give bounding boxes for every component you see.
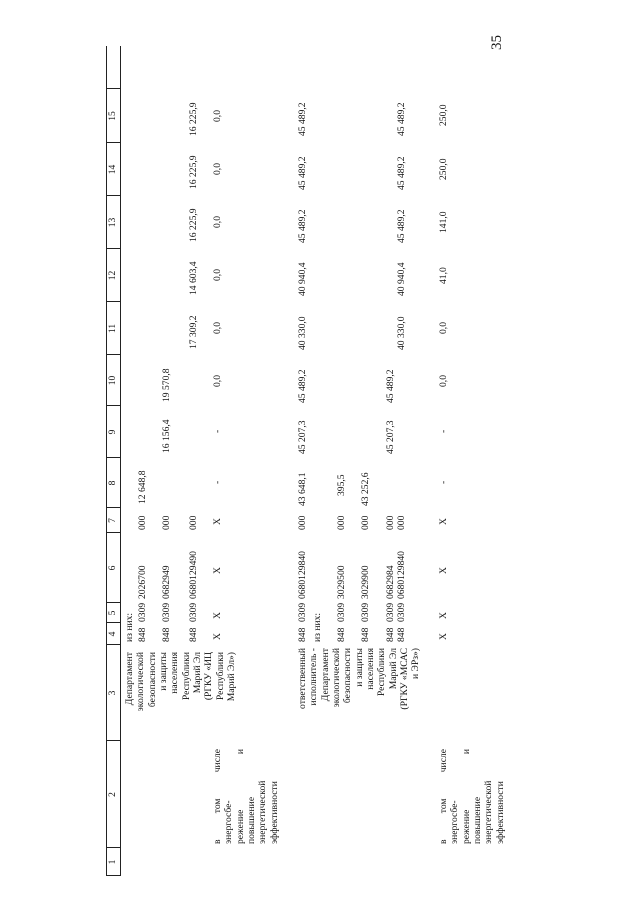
text-line: Марий Эл xyxy=(387,648,399,690)
expense-code: 000 xyxy=(396,515,407,530)
admin-code: 848 xyxy=(161,627,172,642)
text-word: в xyxy=(212,839,223,844)
value-cell: - xyxy=(438,429,449,433)
value-cell: 14 603,4 xyxy=(188,261,199,295)
responsible-department xyxy=(124,652,237,740)
text-line: Департамент xyxy=(124,652,135,706)
column-header: 15 xyxy=(108,111,118,121)
text-line: Республики xyxy=(376,648,388,697)
target-code: 0682949 xyxy=(161,565,172,599)
column-header: 3 xyxy=(108,690,118,696)
text-line: населения xyxy=(364,648,376,690)
value-cell: 0,0 xyxy=(212,375,223,387)
column-header: 4 xyxy=(108,631,118,637)
section-code: 0309 xyxy=(161,602,172,622)
text-line: энергосбе- xyxy=(223,800,235,844)
text-line: Республики xyxy=(180,652,192,701)
from-them-label: из них: xyxy=(124,612,135,642)
value-cell: 43 252,6 xyxy=(360,472,371,506)
target-code: 0680129840 xyxy=(396,551,407,599)
text-word: числе xyxy=(438,749,449,773)
text-line: (РГКУ «МСАС xyxy=(398,648,410,710)
text-word: том xyxy=(438,798,449,814)
value-cell: 45 489,2 xyxy=(297,102,308,136)
x-mark: X xyxy=(212,612,223,619)
section-code: 0309 xyxy=(360,602,371,622)
section-code: 0309 xyxy=(336,602,347,622)
value-cell: 0,0 xyxy=(212,322,223,334)
text-word: и xyxy=(460,749,472,755)
text-word: и xyxy=(234,749,246,755)
text-line: исполнитель - xyxy=(308,648,320,706)
target-code: 0680129490 xyxy=(188,551,199,599)
x-mark: X xyxy=(212,567,223,574)
value-cell: 0,0 xyxy=(212,110,223,122)
section-code: 0309 xyxy=(137,602,148,622)
value-cell: 45 489,2 xyxy=(385,369,396,403)
target-code: 3029500 xyxy=(336,565,347,599)
expense-code: 000 xyxy=(336,515,347,530)
value-cell: 40 940,4 xyxy=(396,262,407,296)
section-code: 0309 xyxy=(297,602,308,622)
text-word: том xyxy=(212,798,223,814)
from-them-label: из них: xyxy=(312,612,323,642)
admin-code: 848 xyxy=(188,627,199,642)
target-code: 3029900 xyxy=(360,565,371,599)
value-cell: 17 309,2 xyxy=(188,315,199,349)
expense-code: 000 xyxy=(360,515,371,530)
text-line: энергетической xyxy=(483,780,495,844)
value-cell: 141,0 xyxy=(438,211,449,233)
energy-saving-label xyxy=(438,749,506,844)
text-line: повышение xyxy=(245,796,257,844)
column-header: 5 xyxy=(108,610,118,616)
x-mark: X xyxy=(438,518,449,525)
expense-code: 000 xyxy=(137,515,148,530)
text-word: числе xyxy=(212,749,223,773)
expense-code: 000 xyxy=(385,515,396,530)
budget-table xyxy=(106,46,521,876)
column-header: 10 xyxy=(108,375,118,386)
text-line: безопасности xyxy=(342,648,354,704)
responsible-executor xyxy=(297,648,421,738)
value-cell: 45 489,2 xyxy=(297,156,308,190)
value-cell: 16 225,9 xyxy=(188,102,199,136)
text-line: и ЭРз») xyxy=(410,648,422,679)
column-header: 8 xyxy=(108,480,118,486)
text-line: Республики xyxy=(214,652,226,701)
value-cell: 19 570,8 xyxy=(161,368,172,402)
text-line: энергосбе- xyxy=(449,800,461,844)
value-cell: 41,0 xyxy=(438,267,449,284)
x-mark: X xyxy=(438,567,449,574)
value-cell: 0,0 xyxy=(438,322,449,334)
value-cell: - xyxy=(438,480,449,484)
section-code: 0309 xyxy=(396,602,407,622)
admin-code: 848 xyxy=(385,627,396,642)
header-bottom-rule xyxy=(120,46,121,876)
energy-saving-label xyxy=(212,749,280,844)
text-line: безопасности xyxy=(146,652,158,708)
column-header: 9 xyxy=(108,429,118,435)
value-cell: 45 489,2 xyxy=(396,156,407,190)
target-code: 0682984 xyxy=(385,565,396,599)
column-header: 2 xyxy=(108,792,118,797)
column-header: 6 xyxy=(108,565,118,571)
expense-code: 000 xyxy=(297,515,308,530)
value-cell: - xyxy=(212,480,223,484)
value-cell: 250,0 xyxy=(438,104,449,126)
value-cell: 0,0 xyxy=(212,269,223,281)
value-cell: 45 489,2 xyxy=(396,102,407,136)
section-code: 0309 xyxy=(188,602,199,622)
text-line: и защиты xyxy=(353,648,365,687)
value-cell: 12 648,8 xyxy=(137,470,148,504)
text-line: и защиты xyxy=(157,652,169,691)
value-cell: 45 489,2 xyxy=(297,209,308,243)
text-line: Департамент xyxy=(319,648,331,702)
text-word: в xyxy=(438,839,449,844)
value-cell: 0,0 xyxy=(438,375,449,387)
value-cell: - xyxy=(212,429,223,433)
rotated-table-page xyxy=(106,46,521,876)
column-header: 1 xyxy=(108,859,118,865)
column-header: 14 xyxy=(108,164,118,175)
value-cell: 16 156,4 xyxy=(161,419,172,453)
text-line: экологической xyxy=(135,652,147,712)
text-line: (РГКУ «ИЦ xyxy=(203,652,215,701)
expense-code: 000 xyxy=(161,515,172,530)
admin-code: 848 xyxy=(297,627,308,642)
value-cell: 40 330,0 xyxy=(396,316,407,350)
value-cell: 0,0 xyxy=(212,216,223,228)
x-mark: X xyxy=(438,612,449,619)
value-cell: 395,5 xyxy=(336,474,347,496)
value-cell: 40 330,0 xyxy=(297,316,308,350)
x-mark: X xyxy=(212,633,223,640)
admin-code: 848 xyxy=(360,627,371,642)
admin-code: 848 xyxy=(336,627,347,642)
admin-code: 848 xyxy=(396,627,407,642)
admin-code: 848 xyxy=(137,627,148,642)
value-cell: 0,0 xyxy=(212,163,223,175)
text-word: режение xyxy=(234,809,246,844)
text-line: эффективности xyxy=(494,781,506,844)
target-code: 2026700 xyxy=(137,565,148,599)
section-code: 0309 xyxy=(385,602,396,622)
text-line: населения xyxy=(169,652,181,694)
value-cell: 43 648,1 xyxy=(297,472,308,506)
column-header: 11 xyxy=(108,323,118,334)
text-line: Марий Эл xyxy=(191,652,203,694)
text-line: энергетической xyxy=(257,780,269,844)
target-code: 0680129840 xyxy=(297,551,308,599)
text-line: Марий Эл») xyxy=(225,652,237,702)
text-line: повышение xyxy=(471,796,483,844)
column-header: 13 xyxy=(108,217,118,228)
value-cell: 45 207,3 xyxy=(385,420,396,454)
expense-code: 000 xyxy=(188,515,199,530)
text-line: экологической xyxy=(330,648,342,708)
column-header: 7 xyxy=(108,518,118,523)
x-mark: X xyxy=(438,633,449,640)
text-line: эффективности xyxy=(268,781,280,844)
value-cell: 40 940,4 xyxy=(297,262,308,296)
text-word: режение xyxy=(460,809,472,844)
value-cell: 45 489,2 xyxy=(396,209,407,243)
value-cell: 16 225,9 xyxy=(188,155,199,189)
value-cell: 45 489,2 xyxy=(297,369,308,403)
value-cell: 250,0 xyxy=(438,158,449,180)
text-line: ответственный xyxy=(297,648,308,709)
x-mark: X xyxy=(212,518,223,525)
column-header: 12 xyxy=(108,270,118,281)
page-number: 35 xyxy=(489,35,505,50)
value-cell: 45 207,3 xyxy=(297,420,308,454)
value-cell: 16 225,9 xyxy=(188,208,199,242)
